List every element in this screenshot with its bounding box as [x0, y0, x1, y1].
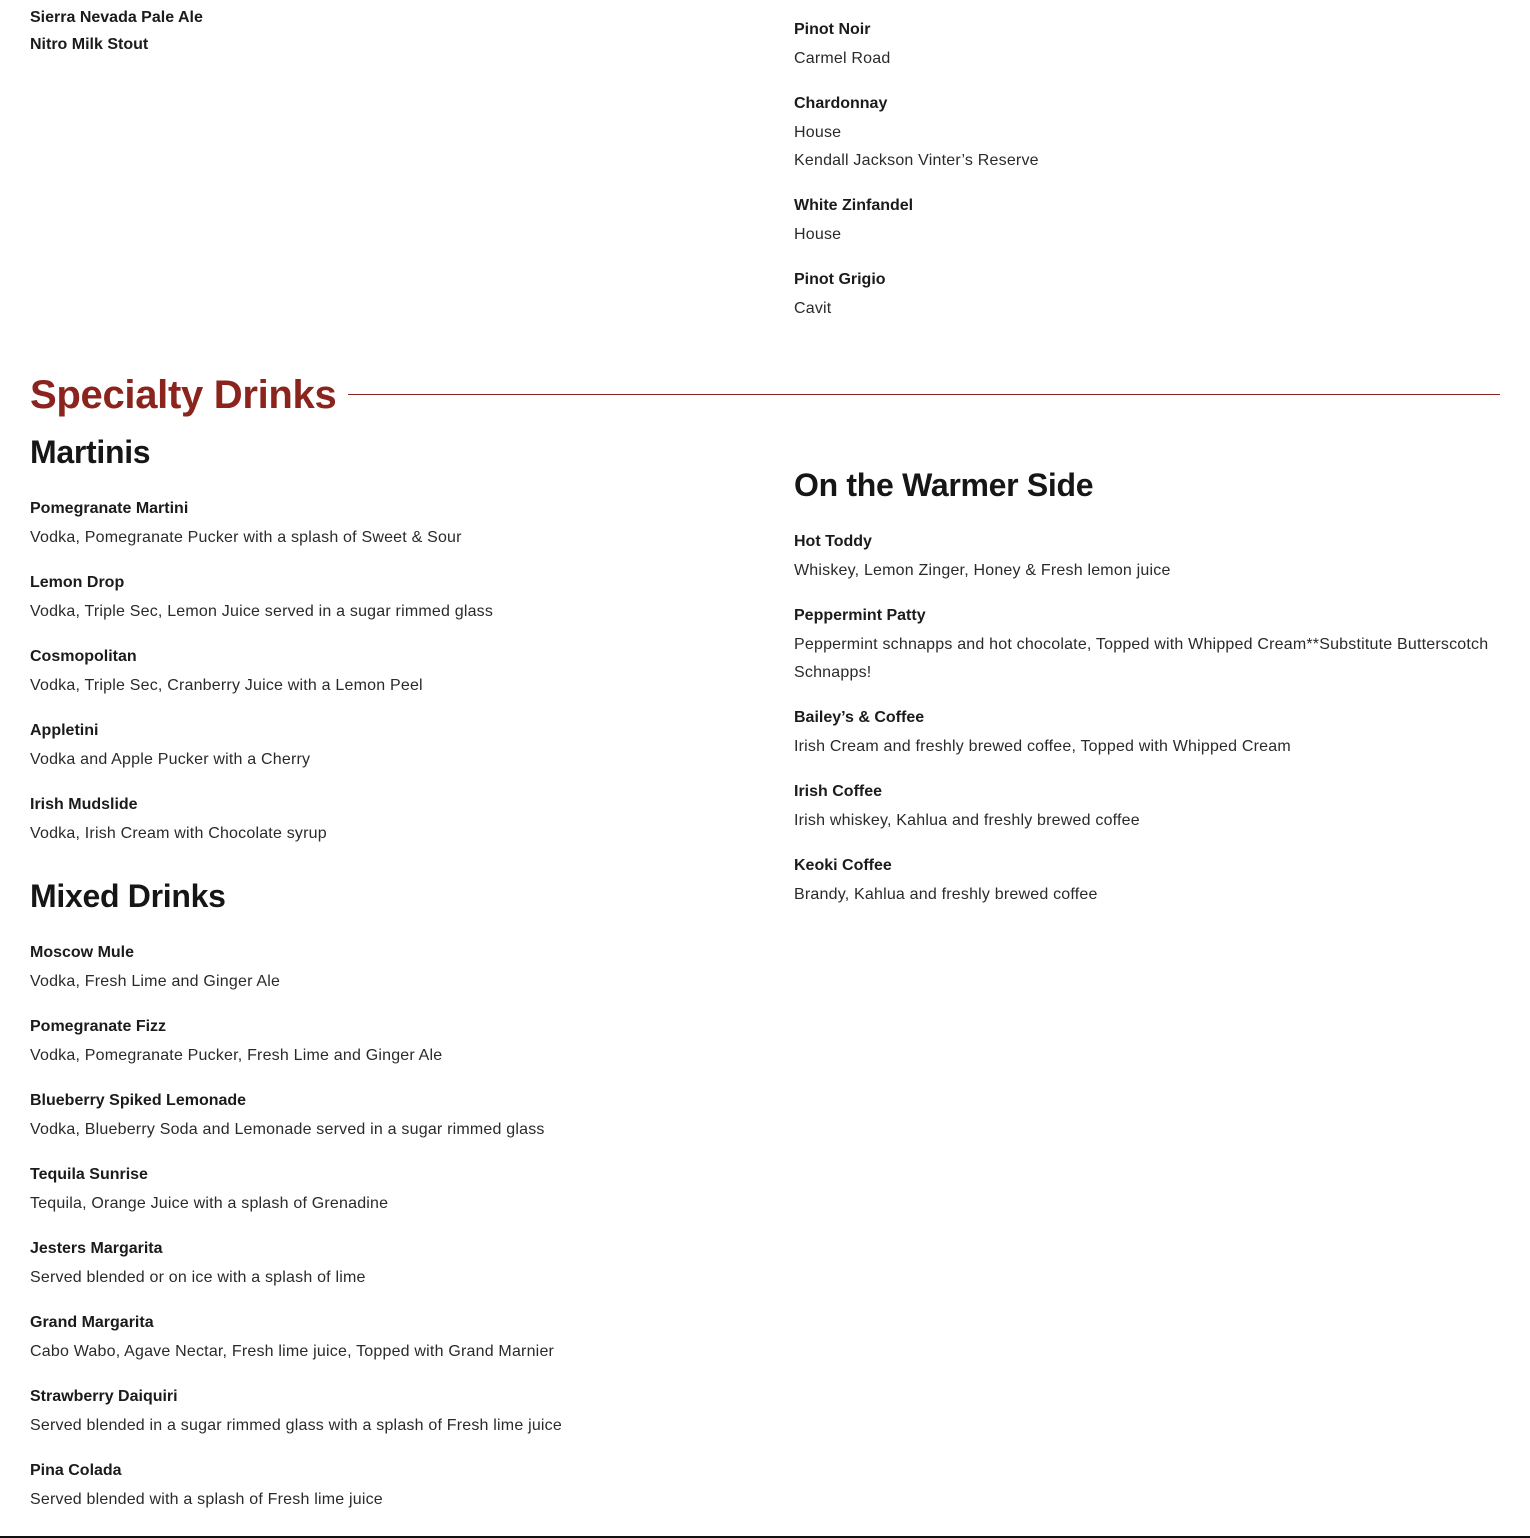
item-name: Jesters Margarita [30, 1240, 163, 1257]
item-name: Moscow Mule [30, 944, 135, 961]
list-item [30, 571, 750, 626]
item-name: Tequila Sunrise [30, 1166, 148, 1183]
mixed-drinks-section [30, 876, 750, 1533]
subsection-title: Mixed Drinks [30, 878, 226, 914]
item-name: Blueberry Spiked Lemonade [30, 1092, 247, 1109]
item-name: Irish Mudslide [30, 796, 138, 813]
list-item [30, 1089, 750, 1144]
list-item [794, 194, 1494, 249]
list-item [794, 706, 1494, 761]
item-desc: Brandy, Kahlua and freshly brewed coffee [794, 886, 1098, 903]
item-desc: Tequila, Orange Juice with a splash of Grenadine [30, 1195, 389, 1212]
item-desc: Vodka, Fresh Lime and Ginger Ale [30, 973, 281, 990]
item-desc: Whiskey, Lemon Zinger, Honey & Fresh lemon juice [794, 562, 1171, 579]
item-name: Pina Colada [30, 1462, 122, 1479]
list-item [30, 1015, 750, 1070]
list-item [30, 645, 750, 700]
item-desc: Vodka, Pomegranate Pucker with a splash of Sweet & Sour [30, 529, 462, 546]
list-item [30, 1311, 750, 1366]
item-name: Irish Coffee [794, 783, 883, 800]
beer-item: Sierra Nevada Pale Ale [30, 9, 203, 26]
item-desc: Vodka, Pomegranate Pucker, Fresh Lime and Ginger Ale [30, 1047, 443, 1064]
list-item [794, 604, 1494, 687]
list-item [30, 941, 750, 996]
item-name: Bailey’s & Coffee [794, 709, 925, 726]
item-name: White Zinfandel [794, 197, 914, 214]
list-item [794, 18, 1494, 73]
list-item [794, 530, 1494, 585]
section-divider [348, 394, 1500, 395]
item-name: Strawberry Daiquiri [30, 1388, 178, 1405]
martinis-list [30, 497, 750, 848]
warmer-list [794, 530, 1494, 909]
item-desc: Served blended or on ice with a splash of lime [30, 1269, 366, 1286]
item-desc: Vodka and Apple Pucker with a Cherry [30, 751, 311, 768]
item-desc: Kendall Jackson Vinter’s Reserve [794, 152, 1039, 169]
list-item [30, 1459, 750, 1514]
item-name: Pomegranate Martini [30, 500, 189, 517]
list-item [794, 854, 1494, 909]
mixed-drinks-list [30, 941, 750, 1514]
item-desc: Served blended with a splash of Fresh lime juice [30, 1491, 383, 1508]
wine-list [794, 18, 1494, 342]
item-desc: Irish Cream and freshly brewed coffee, Topped with Whipped Cream [794, 738, 1291, 755]
item-name: Peppermint Patty [794, 607, 926, 624]
item-name: Pomegranate Fizz [30, 1018, 167, 1035]
list-item [30, 497, 750, 552]
item-name: Appletini [30, 722, 99, 739]
specialty-drinks-header [30, 370, 1500, 420]
beer-list [30, 4, 750, 58]
list-item [30, 719, 750, 774]
item-desc: Served blended in a sugar rimmed glass with a splash of Fresh lime juice [30, 1417, 562, 1434]
list-item [30, 1163, 750, 1218]
list-item [794, 92, 1494, 175]
list-item [794, 780, 1494, 835]
list-item [30, 1237, 750, 1292]
item-desc: House [794, 124, 842, 141]
item-desc: Cavit [794, 300, 832, 317]
item-name: Lemon Drop [30, 574, 125, 591]
subsection-title: Martinis [30, 434, 151, 470]
item-name: Grand Margarita [30, 1314, 154, 1331]
item-desc: Vodka, Irish Cream with Chocolate syrup [30, 825, 327, 842]
item-desc: Irish whiskey, Kahlua and freshly brewed coffee [794, 812, 1140, 829]
item-desc: Carmel Road [794, 50, 891, 67]
item-desc: Cabo Wabo, Agave Nectar, Fresh lime juice, Topped with Grand Marnier [30, 1343, 555, 1360]
item-name: Cosmopolitan [30, 648, 137, 665]
item-name: Pinot Grigio [794, 271, 886, 288]
subsection-title: On the Warmer Side [794, 467, 1094, 503]
item-desc: Vodka, Triple Sec, Lemon Juice served in a sugar rimmed glass [30, 603, 494, 620]
list-item [794, 268, 1494, 323]
section-title: Specialty Drinks [30, 372, 337, 417]
martinis-section [30, 432, 750, 867]
item-desc: Vodka, Blueberry Soda and Lemonade served in a sugar rimmed glass [30, 1121, 545, 1138]
item-desc: House [794, 226, 842, 243]
item-name: Chardonnay [794, 95, 888, 112]
item-desc: Vodka, Triple Sec, Cranberry Juice with a Lemon Peel [30, 677, 423, 694]
list-item [30, 793, 750, 848]
item-name: Keoki Coffee [794, 857, 892, 874]
list-item [30, 1385, 750, 1440]
beer-item: Nitro Milk Stout [30, 36, 149, 53]
item-name: Pinot Noir [794, 21, 871, 38]
item-desc: Peppermint schnapps and hot chocolate, Topped with Whipped Cream**Substitute Butterscotch Schnapps! [794, 636, 1489, 681]
item-name: Hot Toddy [794, 533, 872, 550]
warmer-side-section [794, 465, 1494, 928]
